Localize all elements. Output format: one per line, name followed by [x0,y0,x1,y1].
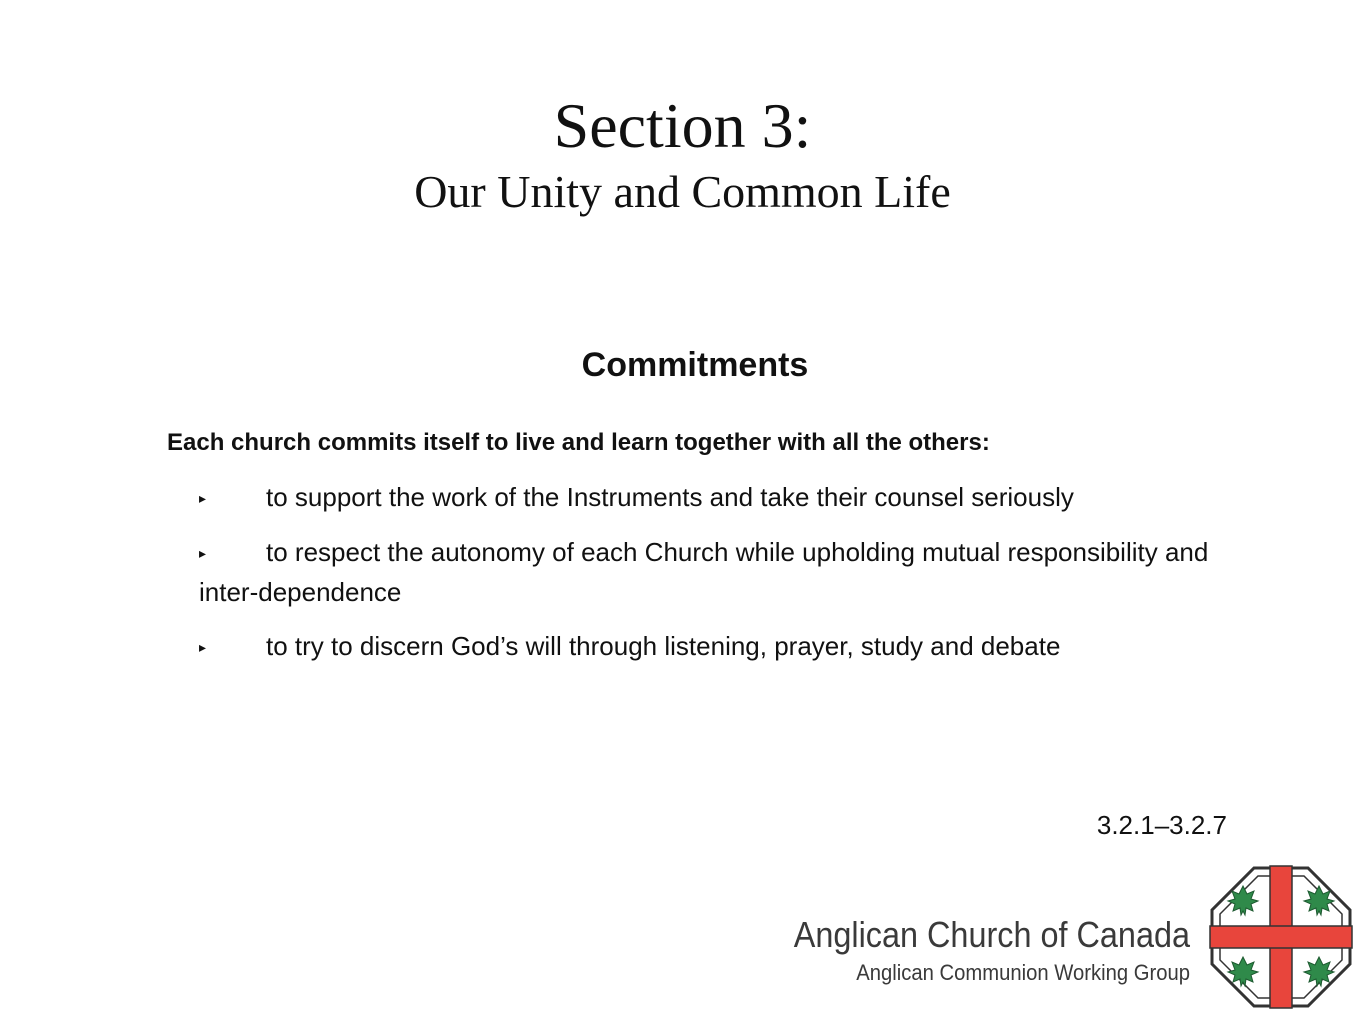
slide-title-subtitle: Our Unity and Common Life [414,166,951,217]
list-item-text: to try to discern God’s will through listening, prayer, study and debate [266,631,1061,661]
compass-rose-cross-maple-leaves-icon [1208,864,1354,1010]
bullet-arrow-icon: ▸ [199,639,207,655]
organization-name: Anglican Church of Canada [793,914,1190,955]
section-reference: 3.2.1–3.2.7 [1096,810,1227,840]
list-item-text: to respect the autonomy of each Church while upholding mutual responsibility and inter-dependence [199,537,1209,607]
list-item [199,627,1229,667]
list-item [199,478,1229,518]
organization-logo-text [700,912,1190,988]
slide-title-section: Section 3: [553,90,812,161]
list-item [199,533,1229,612]
working-group-name: Anglican Communion Working Group [856,960,1190,985]
bullet-arrow-icon: ▸ [199,490,207,506]
lead-paragraph: Each church commits itself to live and learn together with all the others: [167,429,990,456]
bullet-arrow-icon: ▸ [199,545,207,561]
slide-title [0,88,1365,220]
list-item-text: to support the work of the Instruments and take their counsel seriously [266,482,1074,512]
commitments-list [199,478,1229,682]
commitments-heading: Commitments [581,346,809,384]
